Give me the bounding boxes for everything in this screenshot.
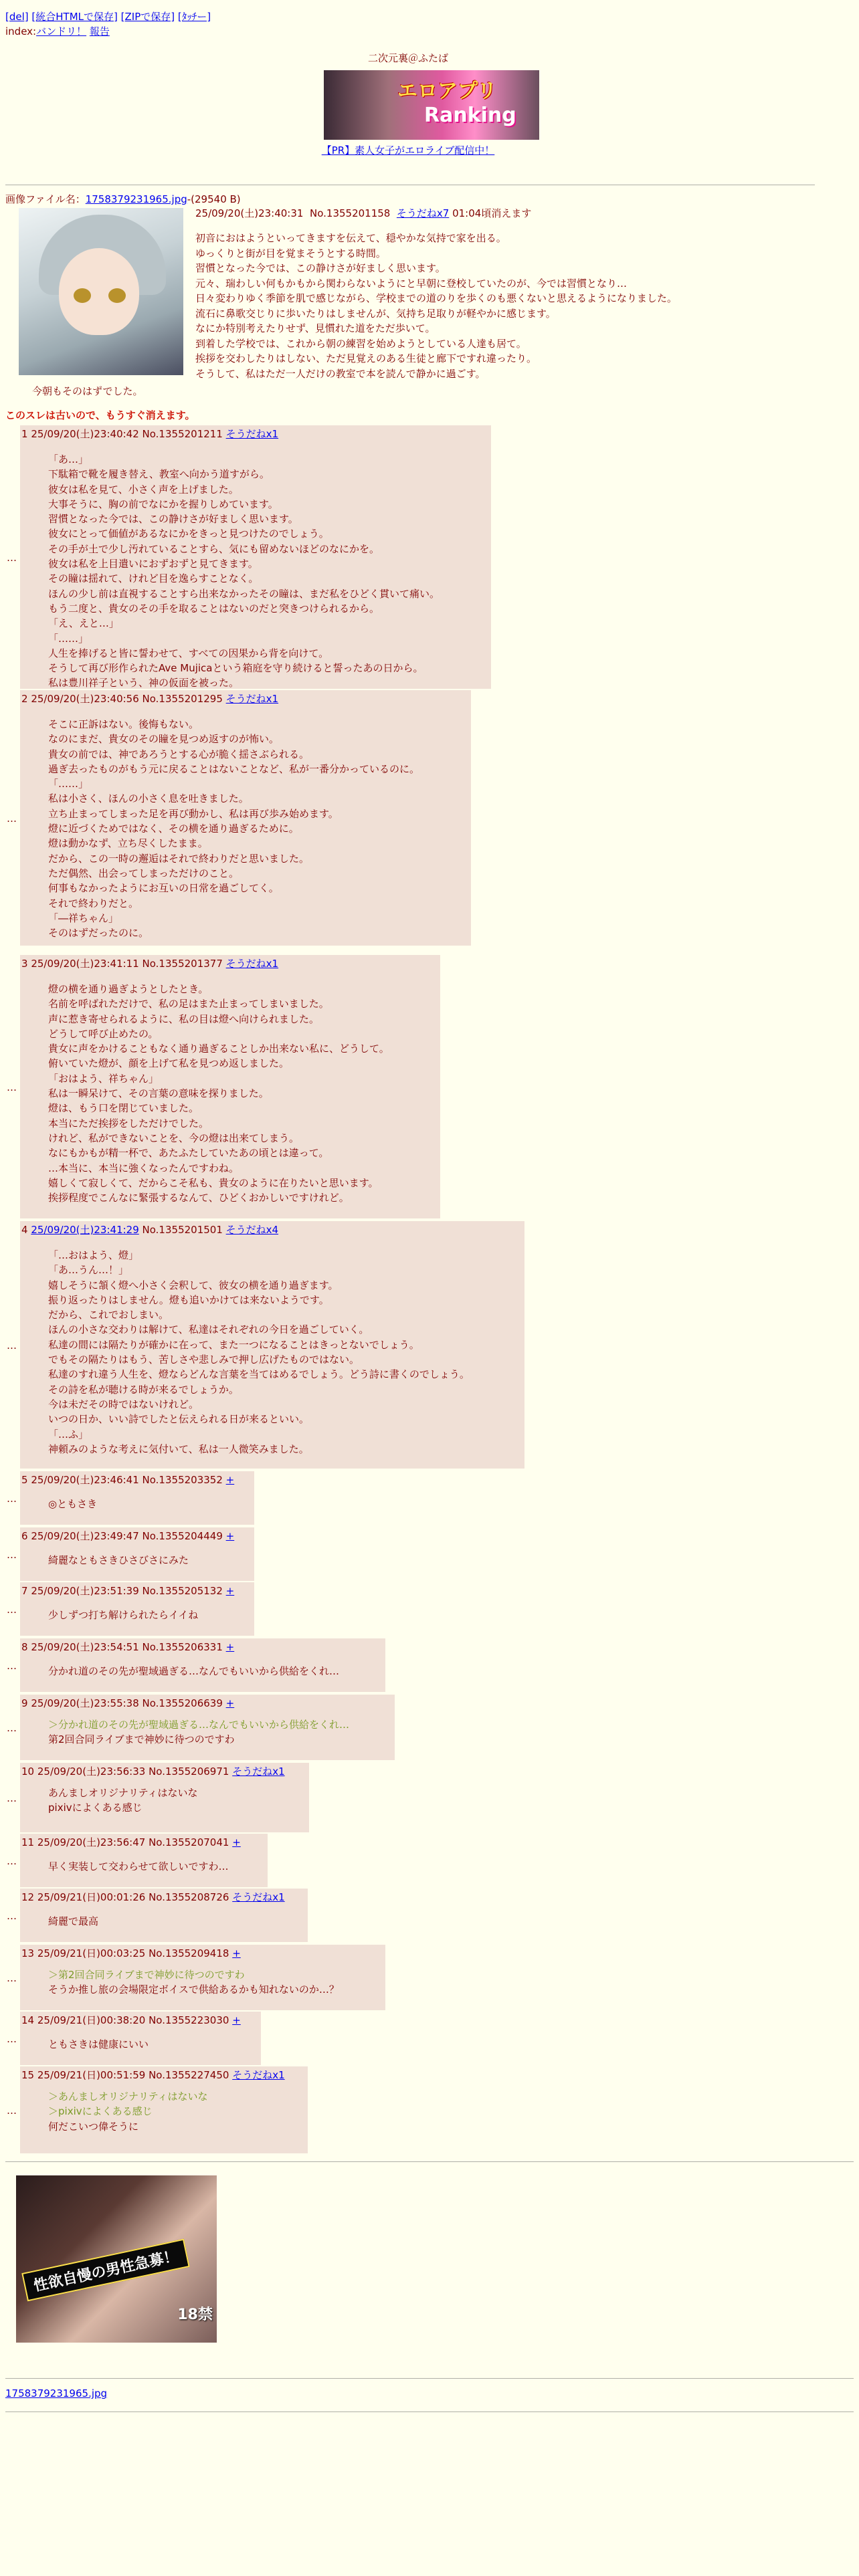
touch-link[interactable]: [ﾀｯﾁー] [177, 11, 211, 23]
op-soudane[interactable]: そうだねx7 [396, 207, 450, 219]
reply-body [48, 2037, 149, 2052]
reply-body [48, 1553, 189, 1568]
reply-line: ただ偶然、出会ってしまっただけのこと。 [48, 867, 240, 879]
reply-line: 燈の横を通り過ぎようとしたとき。 [48, 983, 209, 995]
reply-no: No.1355205132 [138, 1585, 226, 1597]
reply-line: 「おはよう、祥ちゃん」 [48, 1072, 159, 1085]
reply-date: 25/09/21(日)00:38:20 [37, 2014, 146, 2026]
reply-line: …本当に、本当に強くなったんですわね。 [48, 1162, 240, 1174]
reply-line: 貴女に声をかけることもなく通り過ぎることしか出来ない私に、どうして。 [48, 1043, 389, 1055]
reply-line: 嬉しくて寂しくて、だからこそ私も、貴女のように在りたいと思います。 [48, 1176, 379, 1189]
reply-no: No.1355206971 [145, 1765, 233, 1778]
reply-marker: … [7, 1972, 17, 1984]
reply-line: 「…ふ」 [48, 1428, 89, 1440]
reply-line: 綺麗なともさきひさびさにみた [48, 1554, 189, 1566]
reply-number: 5 [21, 1474, 31, 1486]
reply-marker: … [7, 1549, 17, 1561]
reply-date: 25/09/20(土)23:41:11 [31, 958, 139, 970]
reply-header [21, 1640, 234, 1654]
pr-link[interactable]: 【PR】素人女子がエロライブ配信中！ [321, 144, 495, 156]
soudane-button[interactable]: + [225, 1530, 235, 1542]
reply-line: 早く実装して交わらせて欲しいですわ… [48, 1860, 229, 1872]
reply-line: そうか推し旅の会場限定ボイスで供給あるかも知れないのか…？ [48, 1983, 339, 1996]
reply-header [21, 1584, 234, 1598]
divider [5, 2411, 854, 2412]
zip-save-link[interactable]: [ZIPで保存] [120, 11, 175, 23]
op-file-info: 画像ファイル名：1758379231965.jpg-(29540 B) [5, 193, 241, 205]
reply-line: 嬉しそうに頷く燈へ小さく会釈して、彼女の横を通り過ぎます。 [48, 1279, 339, 1291]
reply-line: 私達のすれ違う人生を、燈ならどんな言葉を当てはめるでしょう。どう詩に書くのでしょう。 [48, 1368, 470, 1381]
reply-date: 25/09/21(日)00:51:59 [37, 2069, 146, 2081]
reply-header [21, 1473, 234, 1487]
reply-line: 大事そうに、胸の前でなにかを握りしめています。 [48, 498, 278, 510]
soudane-button[interactable]: そうだねx1 [225, 428, 279, 440]
reply-line: 彼女は私を見て、小さく声を上げました。 [48, 483, 239, 496]
reply-header [21, 1835, 241, 1849]
reply-line: 習慣となった今では、この静けさが好ましく思います。 [48, 513, 298, 526]
reply-body [48, 1248, 470, 1457]
ad-banner[interactable] [324, 70, 539, 140]
reply-line: 声に惹き寄せられるように、私の目は燈へ向けられました。 [48, 1012, 320, 1025]
reply-line: 「え、えと…」 [48, 617, 119, 630]
reply-marker: … [7, 1722, 17, 1734]
reply-header [21, 1222, 278, 1237]
reply-line: もう二度と、貴女のその手を取ることはないのだと突きつけられるから。 [48, 602, 380, 615]
reply-marker: … [7, 1604, 17, 1616]
reply-line: でもその隔たりはもう、苦しさや悲しみで押し広げたものではない。 [48, 1354, 360, 1366]
reply-line: そのはずだったのに。 [48, 927, 149, 940]
reply-marker: … [7, 1493, 17, 1505]
reply-no: No.1355201211 [138, 428, 226, 440]
reply-body [48, 1497, 97, 1511]
reply-line: ＞あんましオリジナリティはないな [48, 2090, 208, 2103]
reply-date: 25/09/20(土)23:49:47 [31, 1530, 139, 1542]
footer-file-link[interactable]: 1758379231965.jpg [5, 2387, 108, 2399]
banner-title: エロアプリ [397, 80, 497, 103]
reply-line: 第2回合同ライブまで神妙に待つのですわ [48, 1733, 235, 1746]
reply-no: No.1355203352 [138, 1474, 226, 1486]
reply-date: 25/09/20(土)23:40:42 [31, 428, 139, 440]
soudane-button[interactable]: + [225, 1641, 235, 1653]
reply-line: 過ぎ去ったものがもう元に戻ることはないことなど、私が一番分かっているのに。 [48, 762, 420, 775]
reply-marker: … [7, 1792, 17, 1804]
reply-line: なにもかもが精一杯で、あたふたしていたあの頃とは違って。 [48, 1147, 329, 1160]
reply-line: いつの日か、いい詩でしたと伝えられる日が来るといい。 [48, 1413, 310, 1426]
reply-no: No.1355207041 [145, 1836, 233, 1848]
reply-line: そうして再び形作られたAve Mujicaという箱庭を守り続けると誓ったあの日から。 [48, 662, 423, 675]
reply-line: 燈は動かなず、立ち尽くしたまま。 [48, 837, 208, 850]
reply-line: 立ち止まってしまった足を再び動かし、私は再び歩み始めます。 [48, 807, 339, 820]
reply-line: そこに正訴はない。後悔もない。 [48, 718, 199, 730]
reply-date: 25/09/20(土)23:51:39 [31, 1585, 139, 1597]
reply-line: ＞第2回合同ライブまで神妙に待つのですわ [48, 1969, 245, 1981]
reply-line: 彼女にとって価値があるなにかをきっと見つけたのでしょう。 [48, 528, 329, 540]
reply-line: 何だこいつ偉そうに [48, 2120, 139, 2133]
index-link-report[interactable]: 報告 [89, 25, 110, 37]
bottom-ad-image[interactable] [16, 2175, 217, 2343]
reply-number: 4 [21, 1224, 31, 1236]
reply-number: 15 [21, 2069, 37, 2081]
reply-14 [20, 2012, 261, 2065]
soudane-button[interactable]: そうだねx1 [225, 958, 279, 970]
reply-line: 「……」 [48, 778, 89, 790]
soudane-button[interactable]: + [225, 1474, 235, 1486]
reply-marker: … [7, 1339, 17, 1352]
reply-body [48, 1967, 339, 1998]
reply-number: 9 [21, 1697, 31, 1709]
reply-line: 今は未だその時ではないけれど。 [48, 1398, 199, 1410]
reply-marker: … [7, 2033, 17, 2045]
reply-line: どうして呼び止めたの。 [48, 1027, 159, 1040]
reply-line: 私は一瞬呆けて、その言葉の意味を探りました。 [48, 1087, 269, 1100]
reply-line: ほんの少し前は直視することすら出来なかったその瞳は、まだ私をひどく貫いて痛い。 [48, 587, 440, 600]
reply-no: No.1355223030 [145, 2014, 233, 2026]
reply-line: ◎ともさき [48, 1498, 98, 1510]
soudane-button[interactable]: + [232, 2014, 241, 2026]
reply-date: 25/09/21(日)00:03:25 [37, 1947, 146, 1959]
index-label: index: [5, 25, 37, 37]
reply-marker: … [7, 1660, 17, 1672]
reply-header [21, 2013, 241, 2027]
ad-age-badge: 18禁 [177, 2306, 213, 2323]
reply-body [48, 452, 440, 691]
reply-body [48, 1914, 98, 1929]
reply-body [48, 1608, 198, 1622]
soudane-button[interactable]: + [225, 1585, 235, 1597]
reply-1 [20, 425, 491, 689]
op-header: 25/09/20(土)23:40:31 No.1355201158 そうだねx7 01:04頃消えます [195, 207, 532, 219]
reply-marker: … [7, 1855, 17, 1867]
op-file-link[interactable]: 1758379231965.jpg [85, 193, 187, 205]
reply-line: 綺麗で最高 [48, 1915, 99, 1927]
reply-line: 振り返ったりはしません。燈も追いかけては来ないようです。 [48, 1293, 329, 1306]
reply-body [48, 2089, 208, 2134]
reply-12 [20, 1889, 308, 1942]
reply-marker: … [7, 2105, 17, 2117]
reply-line: 名前を呼ばれただけで、私の足はまた止まってしまいました。 [48, 998, 329, 1010]
top-links [5, 9, 211, 39]
reply-3 [20, 955, 440, 1218]
reply-line: ほんの小さな交わりは解けて、私達はそれぞれの今日を過ごしていく。 [48, 1323, 369, 1336]
reply-body [48, 1664, 339, 1679]
index-link-bandori[interactable]: バンドリ！ [36, 25, 87, 37]
reply-number: 6 [21, 1530, 31, 1542]
reply-date[interactable]: 25/09/20(土)23:41:29 [31, 1224, 139, 1236]
reply-date: 25/09/20(土)23:55:38 [31, 1697, 139, 1709]
reply-line: だから、これでおしまい。 [48, 1309, 169, 1321]
reply-marker: … [7, 1081, 17, 1093]
reply-date: 25/09/20(土)23:40:56 [31, 693, 139, 705]
reply-header [21, 1529, 234, 1543]
reply-line: 「……」 [48, 632, 89, 645]
reply-line: ＞分かれ道のその先が聖域過ぎる…なんでもいいから供給をくれ… [48, 1719, 350, 1731]
soudane-button[interactable]: + [232, 1947, 241, 1959]
reply-no: No.1355201501 [138, 1224, 226, 1236]
reply-line: それで終わりだと。 [48, 897, 139, 909]
banner-subtitle: Ranking [424, 104, 516, 127]
reply-number: 10 [21, 1765, 37, 1778]
soudane-button[interactable]: + [225, 1697, 235, 1709]
divider [5, 2378, 854, 2379]
reply-line: 下駄箱で靴を履き替え、教室へ向かう道すがら。 [48, 468, 270, 481]
reply-line: だから、この一時の邂逅はそれで終わりだと思いました。 [48, 852, 310, 865]
reply-number: 8 [21, 1641, 31, 1653]
reply-header [21, 1696, 234, 1710]
reply-line: 彼女は私を上目遣いにおずおずと見てきます。 [48, 558, 258, 570]
reply-no: No.1355201377 [138, 958, 226, 970]
reply-date: 25/09/20(土)23:46:41 [31, 1474, 139, 1486]
reply-line: 私は小さく、ほんの小さく息を吐きました。 [48, 792, 249, 805]
reply-header [21, 1890, 285, 1904]
op-footer: 今朝もそのはずでした。 [32, 385, 143, 397]
reply-line: その瞳は揺れて、けれど目を逸らすことなく。 [48, 572, 259, 585]
reply-header [21, 691, 278, 706]
reply-header [21, 2068, 285, 2082]
reply-no: No.1355201295 [138, 693, 226, 705]
reply-body [48, 1786, 198, 1816]
reply-number: 11 [21, 1836, 37, 1848]
reply-no: No.1355208726 [145, 1891, 233, 1903]
reply-body [48, 982, 389, 1205]
reply-7 [20, 1582, 254, 1636]
reply-number: 7 [21, 1585, 31, 1597]
reply-9 [20, 1695, 395, 1760]
reply-line: 貴女の前では、神であろうとする心が脆く揺さぶられる。 [48, 748, 310, 760]
reply-8 [20, 1638, 385, 1692]
reply-marker: … [7, 1910, 17, 1922]
reply-5 [20, 1471, 254, 1525]
reply-line: 挨拶程度でこんなに緊張するなんて、ひどくおかしいですけれど。 [48, 1192, 349, 1204]
soudane-button[interactable]: そうだねx4 [225, 1224, 279, 1236]
reply-body [48, 1717, 349, 1747]
divider [5, 2161, 854, 2162]
reply-no: No.1355204449 [138, 1530, 226, 1542]
reply-marker: … [7, 813, 17, 825]
reply-no: No.1355206331 [138, 1641, 226, 1653]
reply-marker: … [7, 552, 17, 564]
op-body: 初音におはようといってきますを伝えて、穏やかな気持で家を出る。 ゆっくりと街が目を覚まそうとする時間。 習慣となった今では、この静けさが好ましく思います。 元々、瑞わしい何もかもから関わらないようにと早朝に登校していたのが、今では習慣となり… 日々変わりゆく季節を肌で感じながら、学校までの道のりを歩くのも悪くないと思えるようになりました。 流石に鼻歌交じりに歩いたりはしませんが、気持ち足取りが軽やかに感じます。 なにか特別考えたりせず、見慣れた道をただ歩いて。 到着した学校では、これから朝の練習を始めようとしている人達も居て。 挨拶を交わしたりはしない、ただ見覚えのある生徒と廊下ですれ違ったり。 そうして、私はただ一人だけの教室で本を読んで静かに過ごす。 [195, 232, 678, 380]
reply-date: 25/09/20(土)23:54:51 [31, 1641, 139, 1653]
soudane-button[interactable]: そうだねx1 [232, 2069, 285, 2081]
reply-line: 「…おはよう、燈」 [48, 1249, 139, 1261]
reply-header [21, 1764, 285, 1778]
reply-13 [20, 1945, 385, 2010]
reply-body [48, 717, 419, 940]
reply-11 [20, 1834, 268, 1887]
reply-number: 13 [21, 1947, 37, 1959]
reply-line: ともさきは健康にいい [48, 2038, 149, 2050]
reply-date: 25/09/21(日)00:01:26 [37, 1891, 146, 1903]
reply-body [48, 1859, 229, 1874]
reply-date: 25/09/20(土)23:56:47 [37, 1836, 146, 1848]
reply-line: その手が土で少し汚れていることすら、気にも留めないほどのなにかを。 [48, 542, 380, 555]
reply-line: 人生を捧げると皆に誓わせて、すべての因果から背を向けて。 [48, 647, 329, 659]
reply-number: 2 [21, 693, 31, 705]
reply-line: なのにまだ、貴女のその瞳を見つめ返すのが怖い。 [48, 733, 280, 746]
reply-2 [20, 690, 471, 946]
reply-number: 12 [21, 1891, 37, 1903]
reply-line: 燈に近づくためではなく、その横を通り過ぎるために。 [48, 823, 299, 835]
reply-header [21, 956, 278, 970]
reply-line: 「あ…うん…！」 [48, 1264, 129, 1277]
reply-line: 本当にただ挨拶をしただけでした。 [48, 1117, 209, 1130]
reply-no: No.1355227450 [145, 2069, 233, 2081]
html-save-link[interactable]: [統合HTMLで保存] [31, 11, 118, 23]
reply-number: 1 [21, 428, 31, 440]
reply-line: 燈は、もう口を閉じていました。 [48, 1102, 199, 1115]
reply-line: 神頼みのような考えに気付いて、私は一人微笑みました。 [48, 1442, 309, 1455]
reply-line: 少しずつ打ち解けられたらイイね [48, 1609, 199, 1621]
reply-no: No.1355206639 [138, 1697, 226, 1709]
reply-15 [20, 2066, 308, 2153]
board-label: 二次元裏＠ふたば [367, 52, 448, 64]
reply-no: No.1355209418 [145, 1947, 233, 1959]
old-thread-warning: このスレは古いので、もうすぐ消えます。 [5, 409, 195, 421]
soudane-button[interactable]: そうだねx1 [232, 1765, 285, 1778]
reply-header [21, 1946, 241, 1960]
op-thumbnail[interactable] [19, 208, 183, 375]
soudane-button[interactable]: そうだねx1 [225, 693, 279, 705]
reply-line: 私は豊川祥子という、神の仮面を被った。 [48, 677, 240, 689]
reply-line: 何事もなかったようにお互いの日常を過ごしてく。 [48, 882, 279, 895]
reply-line: 分かれ道のその先が聖域過ぎる…なんでもいいから供給をくれ… [48, 1665, 340, 1677]
reply-line: あんましオリジナリティはないな [48, 1787, 198, 1799]
reply-number: 3 [21, 958, 31, 970]
reply-line: 俯いていた燈が、顔を上げて私を見つめ返しました。 [48, 1057, 290, 1070]
reply-date: 25/09/20(土)23:56:33 [37, 1765, 146, 1778]
ad-caption: 性欲自慢の男性急募！ [21, 2239, 190, 2302]
reply-line: 「―祥ちゃん」 [48, 911, 119, 924]
reply-line: けれど、私ができないことを、今の燈は出来てしまう。 [48, 1132, 300, 1144]
reply-line: ＞pixivによくある感じ [48, 2105, 153, 2118]
reply-line: 「あ…」 [48, 453, 89, 465]
soudane-button[interactable]: そうだねx1 [232, 1891, 285, 1903]
del-link[interactable]: [del] [5, 11, 29, 23]
reply-10 [20, 1763, 309, 1832]
reply-line: pixivによくある感じ [48, 1802, 142, 1814]
reply-6 [20, 1527, 254, 1581]
reply-line: 私達の間には隔たりが確かに在って、また一つになることはきっとないでしょう。 [48, 1338, 419, 1351]
reply-number: 14 [21, 2014, 37, 2026]
soudane-button[interactable]: + [232, 1836, 241, 1848]
reply-line: その詩を私が聴ける時が来るでしょうか。 [48, 1383, 239, 1396]
reply-4 [20, 1221, 524, 1469]
reply-header [21, 427, 278, 441]
